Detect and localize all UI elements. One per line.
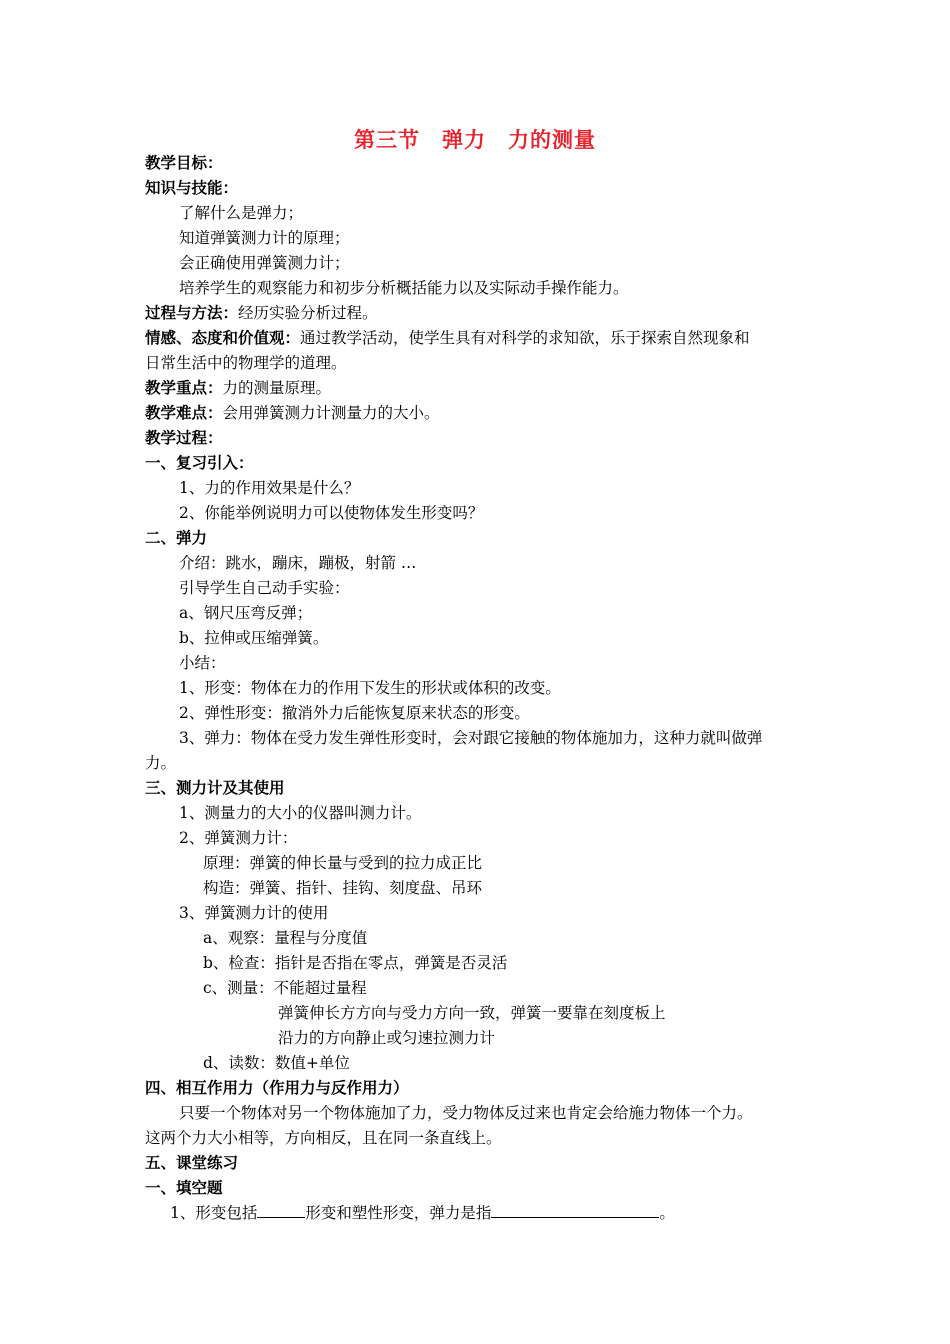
page-title: 第三节 弹力 力的测量 bbox=[354, 128, 596, 152]
emotion-line bbox=[145, 328, 750, 348]
section4-text-cont: 这两个力大小相等，方向相反，且在同一条直线上。 bbox=[145, 1129, 502, 1147]
fill-blank-question bbox=[170, 1203, 675, 1223]
section4-text: 只要一个物体对另一个物体施加了力，受力物体反过来也肯定会给施力物体一个力。 bbox=[179, 1104, 753, 1122]
section4-heading: 四、相互作用力（作用力与反作用力） bbox=[145, 1079, 409, 1097]
process-label: 过程与方法： bbox=[145, 304, 239, 322]
knowledge-item: 了解什么是弹力； bbox=[179, 204, 304, 222]
section2-experiment-b: b、拉伸或压缩弹簧。 bbox=[179, 629, 329, 647]
knowledge-item: 知道弹簧测力计的原理； bbox=[179, 229, 350, 247]
key-label: 教学重点： bbox=[145, 379, 223, 397]
emotion-text: 通过教学活动，使学生具有对科学的求知欲，乐于探索自然现象和 bbox=[300, 329, 750, 347]
knowledge-heading: 知识与技能： bbox=[145, 179, 239, 197]
section3-usage-a: a、观察：量程与分度值 bbox=[203, 929, 368, 947]
emotion-label: 情感、态度和价值观： bbox=[145, 329, 301, 347]
knowledge-item: 培养学生的观察能力和初步分析概括能力以及实际动手操作能力。 bbox=[179, 279, 629, 297]
process-text: 经历实验分析过程。 bbox=[238, 304, 378, 322]
knowledge-item: 会正确使用弹簧测力计； bbox=[179, 254, 350, 272]
difficulty-text: 会用弹簧测力计测量力的大小。 bbox=[222, 404, 440, 422]
emotion-text-cont: 日常生活中的物理学的道理。 bbox=[145, 354, 347, 372]
answer-blank[interactable] bbox=[257, 1203, 305, 1218]
objectives-heading: 教学目标： bbox=[145, 154, 223, 172]
section2-summary: 小结： bbox=[179, 654, 226, 672]
answer-blank[interactable] bbox=[491, 1203, 659, 1218]
section3-structure: 构造：弹簧、指针、挂钩、刻度盘、吊环 bbox=[203, 879, 483, 897]
section3-usage-c: c、测量：不能超过量程 bbox=[203, 979, 367, 997]
section1-heading: 一、复习引入： bbox=[145, 454, 254, 472]
difficulty-label: 教学难点： bbox=[145, 404, 223, 422]
section3-principle: 原理：弹簧的伸长量与受到的拉力成正比 bbox=[203, 854, 483, 872]
question-text: 1、形变包括 bbox=[170, 1204, 258, 1222]
section3-usage-c-cont: 沿力的方向静止或匀速拉测力计 bbox=[278, 1029, 496, 1047]
section2-experiment-a: a、钢尺压弯反弹； bbox=[179, 604, 313, 622]
section3-item: 2、弹簧测力计： bbox=[179, 829, 298, 847]
process-heading: 教学过程： bbox=[145, 429, 223, 447]
difficulty-line bbox=[145, 403, 440, 423]
section2-heading: 二、弹力 bbox=[145, 529, 208, 547]
section2-summary-item: 3、弹力：物体在受力发生弹性形变时，会对跟它接触的物体施加力，这种力就叫做弹 bbox=[179, 729, 763, 747]
question-text: 。 bbox=[659, 1204, 675, 1222]
section2-intro: 介绍：跳水，蹦床，蹦极，射箭 … bbox=[179, 554, 417, 572]
section3-usage-d: d、读数：数值+单位 bbox=[203, 1054, 350, 1072]
section2-guide: 引导学生自己动手实验： bbox=[179, 579, 350, 597]
question-text: 形变和塑性形变，弹力是指 bbox=[305, 1204, 492, 1222]
key-point-line bbox=[145, 378, 331, 398]
section5-subheading: 一、填空题 bbox=[145, 1179, 223, 1197]
section2-summary-item-cont: 力。 bbox=[145, 754, 177, 772]
process-method-line bbox=[145, 303, 378, 323]
section1-item: 1、力的作用效果是什么？ bbox=[179, 479, 360, 497]
section3-usage-c-cont: 弹簧伸长方方向与受力方向一致，弹簧一要靠在刻度板上 bbox=[278, 1004, 666, 1022]
section3-item: 3、弹簧测力计的使用 bbox=[179, 904, 329, 922]
section5-heading: 五、课堂练习 bbox=[145, 1154, 239, 1172]
section2-summary-item: 2、弹性形变：撤消外力后能恢复原来状态的形变。 bbox=[179, 704, 530, 722]
section2-summary-item: 1、形变：物体在力的作用下发生的形状或体积的改变。 bbox=[179, 679, 561, 697]
key-text: 力的测量原理。 bbox=[222, 379, 332, 397]
section1-item: 2、你能举例说明力可以使物体发生形变吗？ bbox=[179, 504, 484, 522]
section3-heading: 三、测力计及其使用 bbox=[145, 779, 285, 797]
section3-item: 1、测量力的大小的仪器叫测力计。 bbox=[179, 804, 422, 822]
section3-usage-b: b、检查：指针是否指在零点，弹簧是否灵活 bbox=[203, 954, 508, 972]
